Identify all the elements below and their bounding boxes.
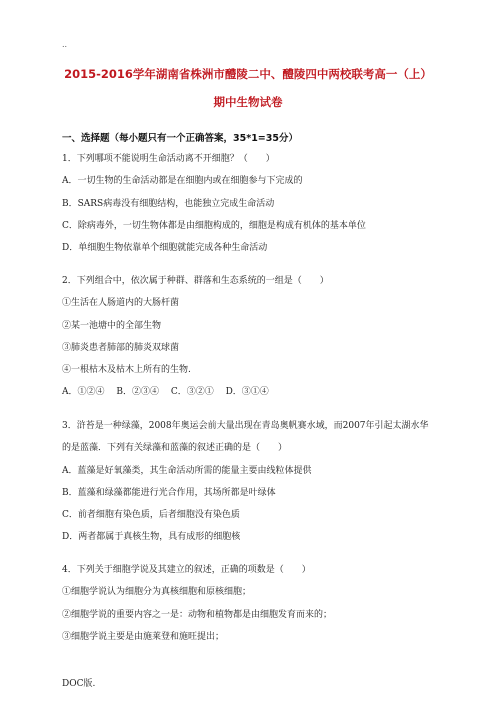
question-3-stem-line-1: 3．浒苔是一种绿藻，2008年奥运会前大量出现在青岛奥帆赛水域，而2007年引起太湖水华 <box>62 421 429 431</box>
question-4-stem: 4．下列关于细胞学说及其建立的叙述，正确的项数是（ ） <box>62 565 311 575</box>
header-mark: .. <box>62 40 68 49</box>
question-4-item-2: ②细胞学说的重要内容之一是：动物和植物都是由细胞发育而来的； <box>62 610 333 620</box>
question-2-item-3: ③肺炎患者肺部的肺炎双球菌 <box>62 343 180 353</box>
title-line-1: 2015-2016学年湖南省株洲市醴陵二中、醴陵四中两校联考高一（上） <box>64 67 432 81</box>
question-2-item-4: ④一根枯木及枯木上所有的生物. <box>62 365 191 375</box>
question-2-stem: 2．下列组合中，依次属于种群、群落和生态系统的一组是（ ） <box>62 276 329 286</box>
question-4-item-3: ③细胞学说主要是由施莱登和施旺提出； <box>62 632 225 642</box>
question-3-option-b: B．蓝藻和绿藻都能进行光合作用，其场所都是叶绿体 <box>62 488 276 498</box>
question-2-item-2: ②某一池塘中的全部生物 <box>62 321 162 331</box>
question-1-option-a: A．一切生物的生命活动都是在细胞内或在细胞参与下完成的 <box>62 176 303 186</box>
question-3-option-a: A．蓝藻是好氧藻类，其生命活动所需的能量主要由线粒体提供 <box>62 466 312 476</box>
question-3-option-d: D．两者都属于真核生物，具有成形的细胞核 <box>62 532 241 542</box>
question-4-item-1: ①细胞学说认为细胞分为真核细胞和原核细胞； <box>62 587 252 597</box>
title-line-2: 期中生物试卷 <box>213 95 283 109</box>
question-1-option-d: D．单细胞生物依靠单个细胞就能完成各种生命活动 <box>62 243 268 253</box>
question-1-option-c: C．除病毒外，一切生物体都是由细胞构成的，细胞是构成有机体的基本单位 <box>62 221 366 231</box>
question-2-item-1: ①生活在人肠道内的大肠杆菌 <box>62 298 180 308</box>
question-3-stem-line-2: 的是蓝藻．下列有关绿藻和蓝藻的叙述正确的是（ ） <box>62 443 288 453</box>
question-2-choices: A．①②④ B．②③④ C．③②① D．③①④ <box>62 387 269 397</box>
question-1-stem: 1．下列哪项不能说明生命活动离不开细胞？（ ） <box>62 154 275 164</box>
question-3-option-c: C．前者细胞有染色质，后者细胞没有染色质 <box>62 510 240 520</box>
section-heading: 一、选择题（每小题只有一个正确答案，35*1=35分） <box>62 133 298 144</box>
question-1-option-b: B．SARS病毒没有细胞结构，也能独立完成生命活动 <box>62 199 275 209</box>
footer-text: DOC版. <box>62 679 96 689</box>
